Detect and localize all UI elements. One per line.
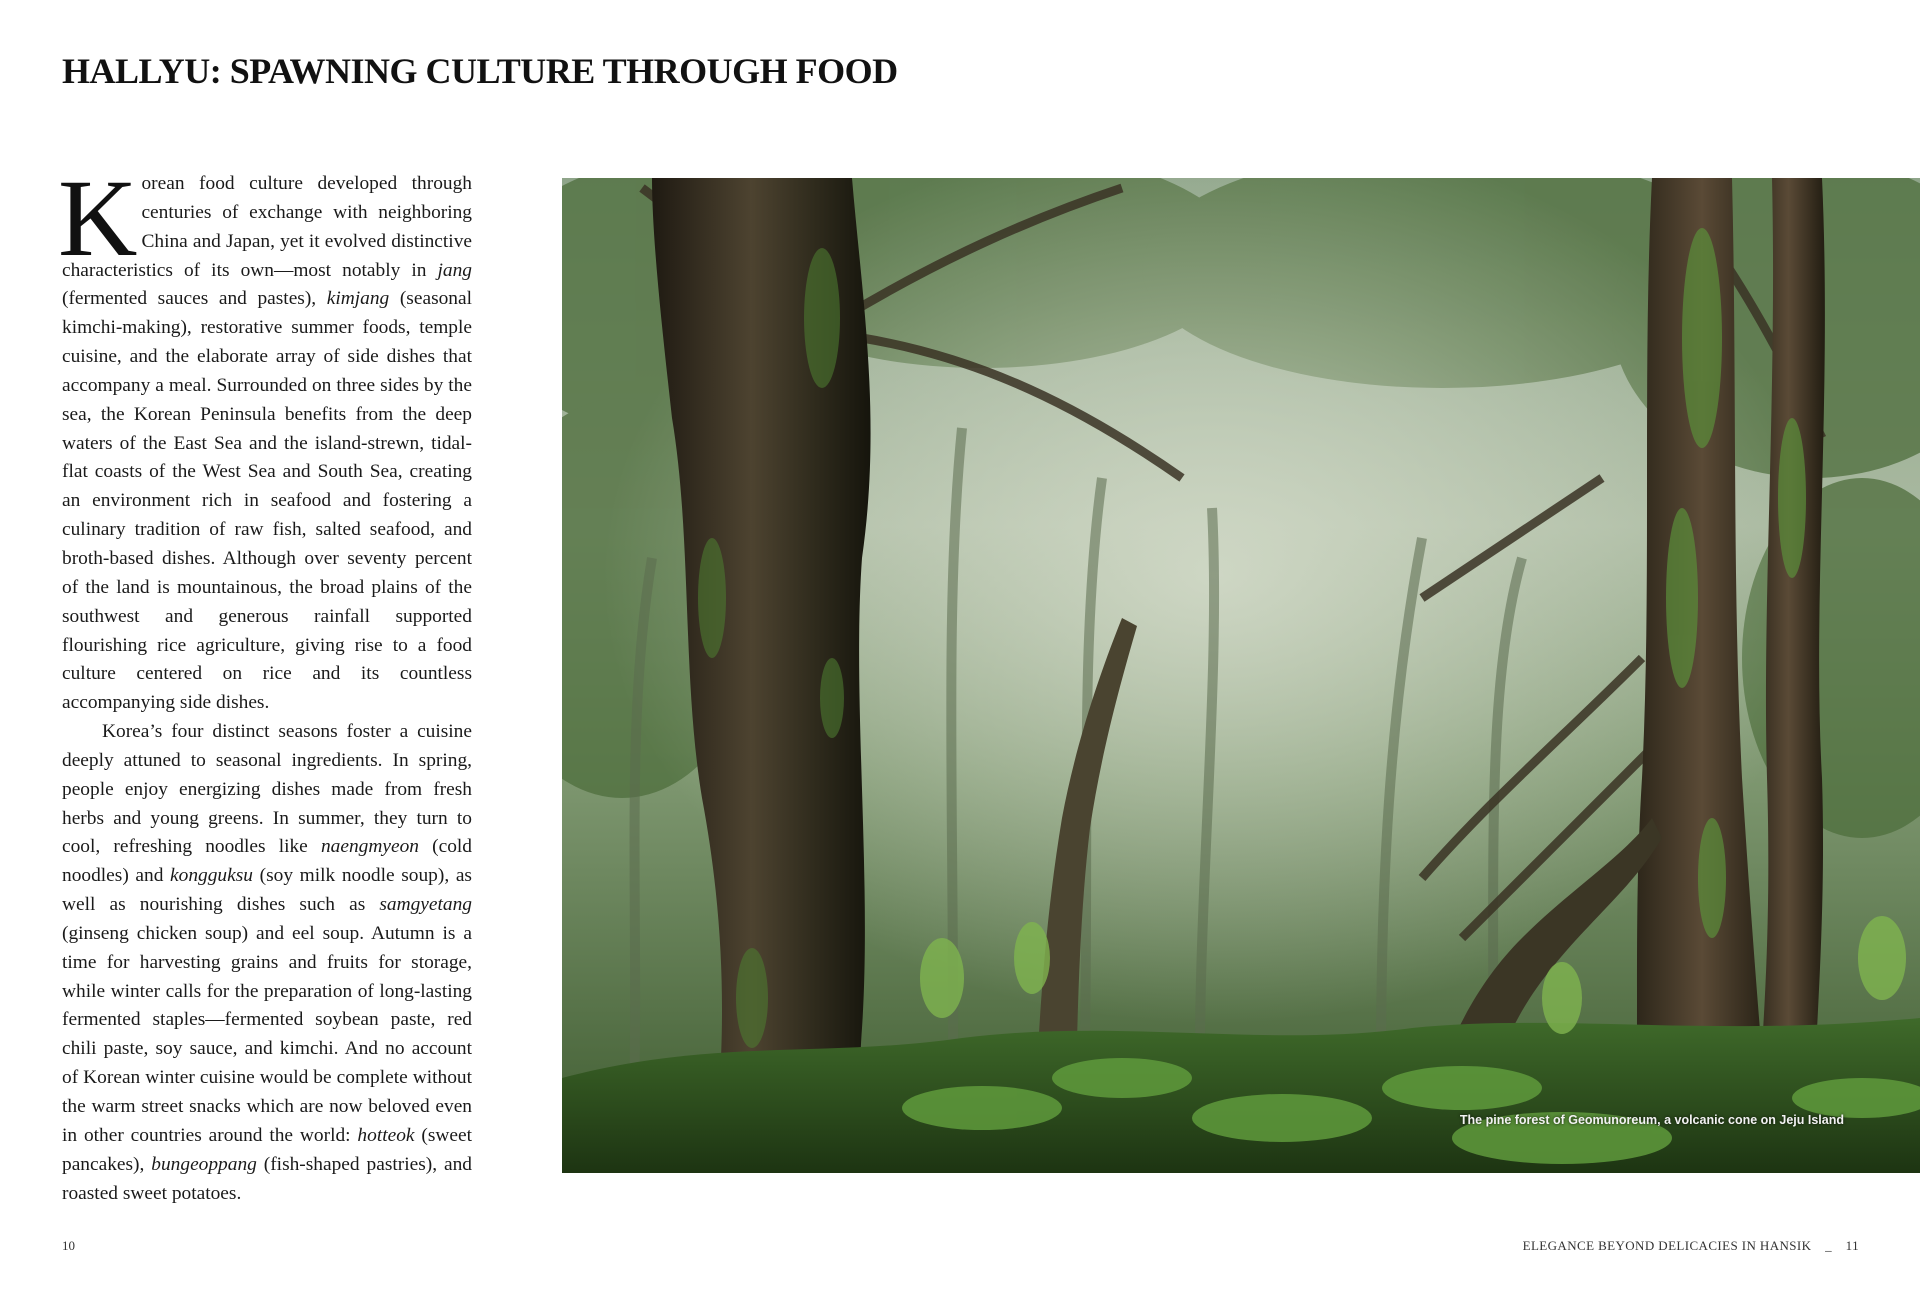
page-number-right: 11 [1845,1238,1859,1253]
drop-cap: K [58,157,138,279]
running-footer [1523,1238,1859,1254]
text-run: (sweet pancakes), [62,1124,472,1175]
footer-separator: _ [1825,1238,1833,1253]
running-title: ELEGANCE BEYOND DELICACIES IN HANSIK [1522,1238,1812,1253]
paragraph-2 [62,718,472,1208]
text-run: (fermented sauces and pastes), [62,288,327,310]
text-run: (ginseng chicken soup) and eel soup. Autumn is a time for harvesting grains and fruits for storage, while winter calls for the preparation of long-lasting fermented staples—fermented soybean paste, red chili paste, soy sauce, and kimchi. And no account of Korean winter cuisine would be complete without the warm street snacks which are now beloved even in other countries around the world: [62,922,472,1146]
paragraph-1 [58,157,472,718]
italic-term-kongguksu: kongguksu [170,865,253,887]
text-run: (fish-shaped pastries), and roasted sweet potatoes. [62,1153,472,1204]
text-run: orean food culture developed through centuries of exchange with neighboring China and Japan, yet it evolved distinctive characteristics of its own—most notably in [62,173,472,281]
italic-term-jang: jang [437,259,472,281]
photo-caption: The pine forest of Geomunoreum, a volcanic cone on Jeju Island [1459,1113,1844,1127]
text-run: (seasonal kimchi-making), restorative summer foods, temple cuisine, and the elaborate array of side dishes that accompany a meal. Surrounded on three sides by the sea, the Korean Peninsula benefits from the deep waters of the East Sea and the island-strewn, tidal-flat coasts of the West Sea and South Sea, creating an environment rich in seafood and fostering a culinary tradition of raw fish, salted seafood, and broth-based dishes. Although over seventy percent of the land is mountainous, the broad plains of the southwest and generous rainfall supported flourishing rice agriculture, giving rise to a food culture centered on rice and its countless accompanying side dishes. [62,288,472,714]
forest-photo [562,178,1920,1173]
text-run: (cold noodles) and [62,836,472,887]
italic-term-hotteok: hotteok [357,1124,415,1146]
italic-term-bungeoppang: bungeoppang [151,1153,257,1175]
article-body [58,157,472,1208]
italic-term-kimjang: kimjang [326,288,390,310]
text-run: (soy milk noodle soup), as well as nourishing dishes such as [62,865,472,916]
italic-term-naengmyeon: naengmyeon [320,836,419,858]
page-number-left: 10 [62,1238,75,1253]
italic-term-samgyetang: samgyetang [379,894,472,916]
text-run: Korea’s four distinct seasons foster a cuisine deeply attuned to seasonal ingredients. In spring, people enjoy energizing dishes made from fresh herbs and young greens. In summer, they turn to cool, refreshing noodles like [62,721,472,858]
forest-illustration [562,178,1920,1173]
page-title: HALLYU: SPAWNING CULTURE THROUGH FOOD [62,51,898,91]
